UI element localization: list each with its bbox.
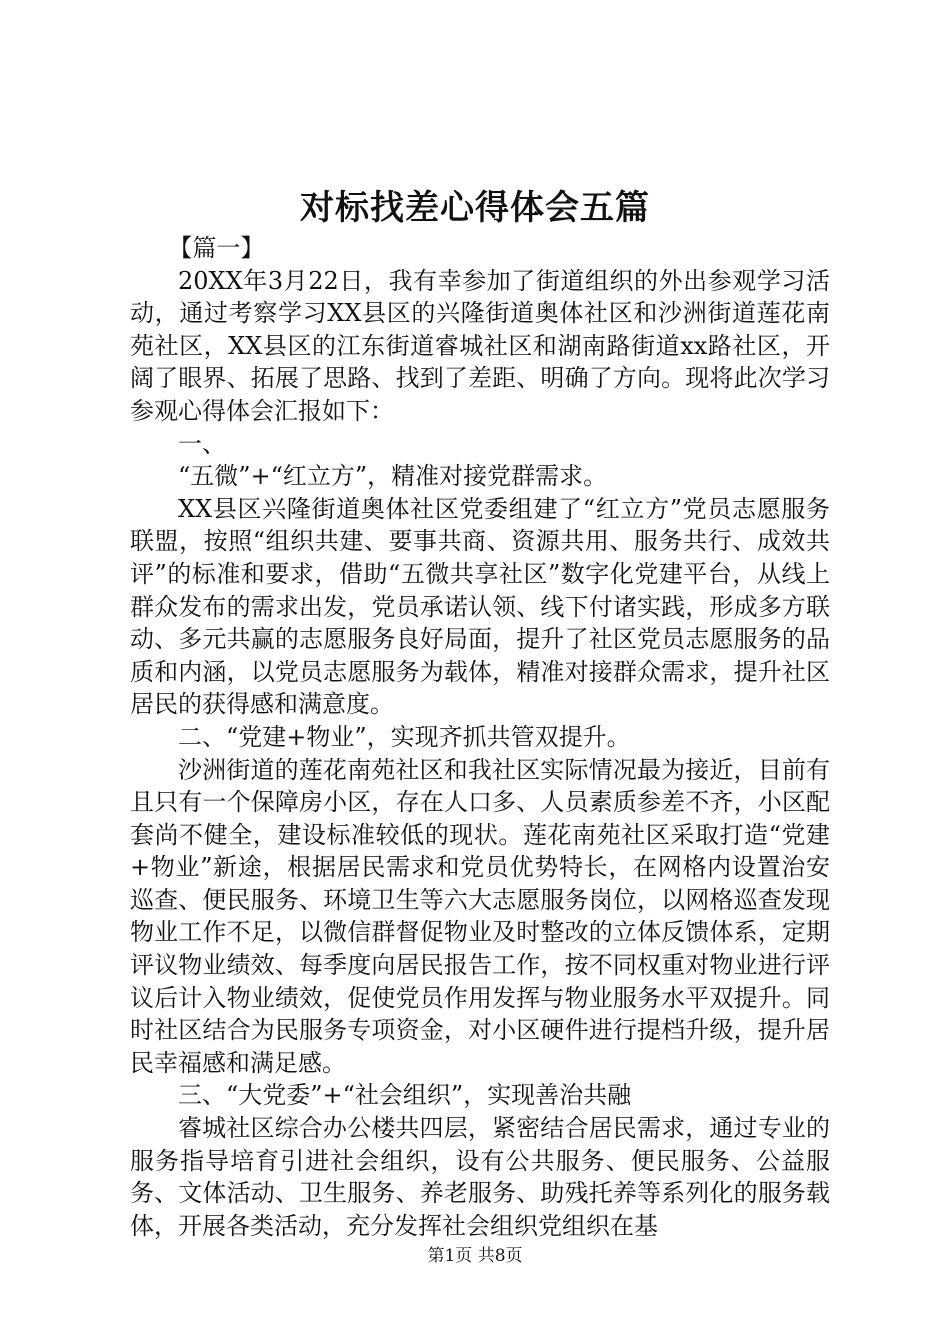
page-footer: 第1页 共8页: [427, 1246, 523, 1266]
document-title: 对标找差心得体会五篇: [300, 188, 650, 228]
paragraph-section-three: 睿城社区综合办公楼共四层，紧密结合居民需求，通过专业的服务指导培育引进社会组织，设有公共服务、便民服务、公益服务、文体活动、卫生服务、养老服务、助残托养等系列化的服务载体，开展各类活动，充分发挥社会组织党组织在基: [130, 1114, 830, 1240]
heading-three: 三、“大党委”+“社会组织”，实现善治共融: [178, 1081, 632, 1110]
heading-one-text: “五微”+“红立方”，精准对接党群需求。: [178, 462, 608, 491]
section-label: 【篇一】: [168, 234, 265, 262]
paragraph-section-two: 沙洲街道的莲花南苑社区和我社区实际情况最为接近，目前有且只有一个保障房小区，存在人口多、人员素质参差不齐，小区配套尚不健全，建设标准较低的现状。莲花南苑社区采取打造“党建+物业”新途，根据居民需求和党员优势特长，在网格内设置治安巡查、便民服务、环境卫生等六大志愿服务岗位，以网格巡查发现物业工作不足，以微信群督促物业及时整改的立体反馈体系，定期评议物业绩效、每季度向居民报告工作，按不同权重对物业进行评议后计入物业绩效，促使党员作用发挥与物业服务水平双提升。同时社区结合为民服务专项资金，对小区硬件进行提档升级，提升居民幸福感和满足感。: [130, 755, 830, 1077]
paragraph-section-one: XX县区兴隆街道奥体社区党委组建了“红立方”党员志愿服务联盟，按照“组织共建、要事共商、资源共用、服务共行、成效共评”的标准和要求，借助“五微共享社区”数字化党建平台，从线上群众发布的需求出发，党员承诺认领、线下付诸实践，形成多方联动、多元共赢的志愿服务良好局面，提升了社区党员志愿服务的品质和内涵，以党员志愿服务为载体，精准对接群众需求，提升社区居民的获得感和满意度。: [130, 494, 830, 719]
document-body: [130, 232, 830, 1242]
heading-one-number: 一、: [178, 429, 226, 458]
heading-two: 二、“党建+物业”，实现齐抓共管双提升。: [178, 722, 631, 751]
paragraph-intro: 20XX年3月22日，我有幸参加了街道组织的外出参观学习活动，通过考察学习XX县区的兴隆街道奥体社区和沙洲街道莲花南苑社区，XX县区的江东街道睿城社区和湖南路街道xx路社区，开阔了眼界、拓展了思路、找到了差距、明确了方向。现将此次学习参观心得体会汇报如下：: [130, 266, 830, 425]
